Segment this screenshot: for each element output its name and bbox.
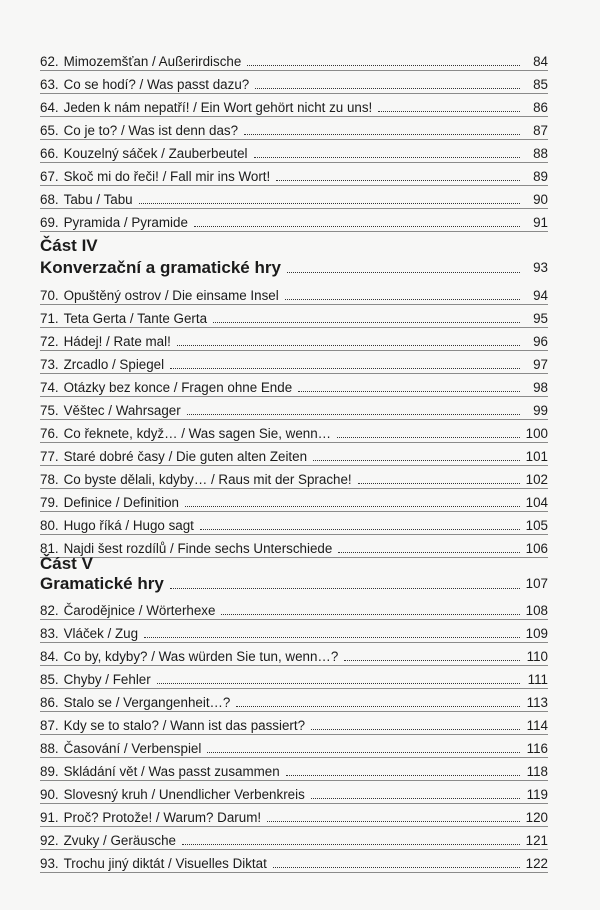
toc-entry-title: Co byste dělali, kdyby… / Raus mit der Sprache!: [63, 472, 352, 487]
part-v-title-row: [40, 574, 548, 594]
toc-entry: [40, 643, 548, 666]
toc-entry-number: 83.: [40, 626, 59, 641]
toc-entry-page: 104: [525, 495, 548, 510]
toc-entry-number: 70.: [40, 288, 59, 303]
toc-entry-page: 101: [525, 449, 548, 464]
toc-entry-page: 106: [525, 541, 548, 556]
toc-entry-number: 88.: [40, 741, 59, 756]
dot-leader: [313, 459, 520, 461]
toc-entry-number: 79.: [40, 495, 59, 510]
toc-entry: [40, 850, 548, 873]
toc-entry: [40, 94, 548, 117]
toc-entry-title: Hádej! / Rate mal!: [63, 334, 171, 349]
toc-entry-page: 87: [533, 123, 548, 138]
toc-entry-page: 121: [525, 833, 548, 848]
toc-entry-number: 85.: [40, 672, 59, 687]
toc-entry: [40, 374, 548, 397]
toc-entry-page: 122: [525, 856, 548, 871]
toc-entry: [40, 535, 548, 558]
toc-entry-page: 90: [533, 192, 548, 207]
toc-entry-page: 113: [526, 695, 548, 710]
toc-entry: [40, 666, 548, 689]
toc-entry-page: 110: [526, 649, 548, 664]
toc-entry: [40, 163, 548, 186]
dot-leader: [213, 321, 520, 323]
toc-entry-title: Proč? Protože! / Warum? Darum!: [63, 810, 262, 825]
toc-entry: [40, 305, 548, 328]
toc-entry-page: 96: [533, 334, 548, 349]
toc-entry-number: 81.: [40, 541, 59, 556]
toc-entry-number: 92.: [40, 833, 59, 848]
dot-leader: [338, 551, 519, 553]
part-iv-label: Část IV: [40, 236, 98, 255]
toc-entry-number: 62.: [40, 54, 59, 69]
toc-entry-title: Chyby / Fehler: [63, 672, 151, 687]
toc-entry-number: 68.: [40, 192, 59, 207]
toc-entry-title: Staré dobré časy / Die guten alten Zeiten: [63, 449, 308, 464]
toc-entry-title: Časování / Verbenspiel: [63, 741, 202, 756]
dot-leader: [311, 797, 520, 799]
dot-leader: [358, 482, 520, 484]
toc-entry: [40, 117, 548, 140]
toc-entry-title: Teta Gerta / Tante Gerta: [63, 311, 208, 326]
toc-entry-number: 72.: [40, 334, 59, 349]
toc-entry-title: Kdy se to stalo? / Wann ist das passiert?: [63, 718, 306, 733]
toc-entry-title: Mimozemšťan / Außerirdische: [63, 54, 242, 69]
toc-entry-title: Co je to? / Was ist denn das?: [63, 123, 239, 138]
toc-entry-page: 86: [533, 100, 548, 115]
toc-entry-title: Slovesný kruh / Unendlicher Verbenkreis: [63, 787, 305, 802]
toc-entry-page: 111: [527, 672, 548, 687]
dot-leader: [286, 774, 520, 776]
toc-entry: [40, 71, 548, 94]
toc-entry-title: Definice / Definition: [63, 495, 179, 510]
toc-entry-number: 74.: [40, 380, 59, 395]
toc-entry-page: 108: [525, 603, 548, 618]
toc-entry: [40, 712, 548, 735]
toc-entry-page: 100: [525, 426, 548, 441]
dot-leader: [255, 87, 520, 89]
dot-leader: [273, 866, 520, 868]
toc-entry-page: 109: [525, 626, 548, 641]
toc-list-part-v: [40, 597, 548, 873]
toc-entry-number: 90.: [40, 787, 59, 802]
toc-entry-title: Jeden k nám nepatří! / Ein Wort gehört nicht zu uns!: [63, 100, 373, 115]
toc-entry-page: 85: [533, 77, 548, 92]
toc-entry-title: Vláček / Zug: [63, 626, 139, 641]
toc-entry-number: 73.: [40, 357, 59, 372]
toc-entry: [40, 186, 548, 209]
toc-entry: [40, 282, 548, 305]
toc-entry-number: 87.: [40, 718, 59, 733]
toc-entry-number: 64.: [40, 100, 59, 115]
toc-entry-page: 94: [533, 288, 548, 303]
toc-entry-number: 93.: [40, 856, 59, 871]
toc-entry: [40, 689, 548, 712]
toc-entry: [40, 597, 548, 620]
toc-entry-page: 91: [533, 215, 548, 230]
dot-leader: [157, 682, 520, 684]
toc-entry-title: Tabu / Tabu: [63, 192, 133, 207]
toc-entry-page: 102: [525, 472, 548, 487]
toc-entry-title: Najdi šest rozdílů / Finde sechs Unterschiede: [63, 541, 333, 556]
part-v-label: Část V: [40, 554, 93, 573]
toc-entry-title: Co řeknete, když… / Was sagen Sie, wenn…: [63, 426, 332, 441]
toc-entry-page: 119: [526, 787, 548, 802]
toc-entry: [40, 489, 548, 512]
toc-entry: [40, 804, 548, 827]
toc-entry-title: Skoč mi do řeči! / Fall mir ins Wort!: [63, 169, 271, 184]
toc-entry-page: 118: [526, 764, 548, 779]
dot-leader: [236, 705, 520, 707]
dot-leader: [185, 505, 520, 507]
part-v-page: 107: [525, 576, 548, 591]
dot-leader: [170, 367, 520, 369]
dot-leader: [378, 110, 520, 112]
dot-leader: [221, 613, 519, 615]
toc-entry: [40, 827, 548, 850]
toc-list-top: [40, 48, 548, 232]
toc-entry: [40, 420, 548, 443]
toc-entry: [40, 758, 548, 781]
toc-entry: [40, 466, 548, 489]
dot-leader: [311, 728, 520, 730]
toc-entry: [40, 735, 548, 758]
toc-entry-title: Zrcadlo / Spiegel: [63, 357, 165, 372]
toc-entry-page: 89: [533, 169, 548, 184]
part-iv-page: 93: [533, 260, 548, 275]
toc-entry-number: 63.: [40, 77, 59, 92]
toc-entry-number: 76.: [40, 426, 59, 441]
part-iv-title: Konverzační a gramatické hry: [40, 258, 281, 277]
dot-leader: [194, 225, 520, 227]
toc-entry-title: Pyramida / Pyramide: [63, 215, 188, 230]
dot-leader: [276, 179, 520, 181]
toc-entry: [40, 140, 548, 163]
toc-entry: [40, 512, 548, 535]
toc-entry-page: 116: [526, 741, 548, 756]
toc-entry: [40, 209, 548, 232]
toc-entry-page: 99: [533, 403, 548, 418]
toc-entry: [40, 48, 548, 71]
toc-entry-title: Skládání vět / Was passt zusammen: [63, 764, 280, 779]
toc-entry-number: 78.: [40, 472, 59, 487]
part-v-title: Gramatické hry: [40, 574, 164, 593]
toc-entry-number: 71.: [40, 311, 59, 326]
toc-entry-page: 88: [533, 146, 548, 161]
dot-leader: [187, 413, 520, 415]
toc-entry-title: Co by, kdyby? / Was würden Sie tun, wenn…?: [63, 649, 339, 664]
toc-entry-number: 80.: [40, 518, 59, 533]
toc-entry-page: 120: [525, 810, 548, 825]
toc-entry-title: Věštec / Wahrsager: [63, 403, 181, 418]
toc-list-part-iv: [40, 282, 548, 558]
toc-entry-title: Čarodějnice / Wörterhexe: [63, 603, 216, 618]
toc-entry: [40, 781, 548, 804]
toc-entry-title: Co se hodí? / Was passt dazu?: [63, 77, 250, 92]
toc-entry-title: Stalo se / Vergangenheit…?: [63, 695, 231, 710]
toc-entry-number: 75.: [40, 403, 59, 418]
dot-leader: [244, 133, 520, 135]
dot-leader: [254, 156, 521, 158]
toc-entry: [40, 397, 548, 420]
toc-entry-page: 95: [533, 311, 548, 326]
toc-entry-title: Opuštěný ostrov / Die einsame Insel: [63, 288, 279, 303]
dot-leader: [177, 344, 520, 346]
dot-leader: [285, 298, 520, 300]
toc-entry-page: 84: [533, 54, 548, 69]
toc-entry-number: 89.: [40, 764, 59, 779]
toc-entry-page: 105: [525, 518, 548, 533]
toc-entry-title: Zvuky / Geräusche: [63, 833, 177, 848]
toc-entry-number: 66.: [40, 146, 59, 161]
toc-entry-number: 77.: [40, 449, 59, 464]
toc-entry: [40, 443, 548, 466]
toc-entry-page: 114: [526, 718, 548, 733]
dot-leader: [207, 751, 520, 753]
dot-leader: [298, 390, 520, 392]
dot-leader: [287, 271, 520, 273]
part-iv-title-row: [40, 258, 548, 278]
dot-leader: [344, 659, 520, 661]
toc-entry-number: 84.: [40, 649, 59, 664]
toc-entry-number: 65.: [40, 123, 59, 138]
dot-leader: [182, 843, 520, 845]
toc-entry: [40, 328, 548, 351]
toc-entry-number: 69.: [40, 215, 59, 230]
toc-entry-number: 91.: [40, 810, 59, 825]
toc-entry-page: 98: [533, 380, 548, 395]
toc-entry-title: Trochu jiný diktát / Visuelles Diktat: [63, 856, 267, 871]
toc-entry-number: 82.: [40, 603, 59, 618]
dot-leader: [247, 64, 520, 66]
dot-leader: [337, 436, 520, 438]
toc-entry-title: Kouzelný sáček / Zauberbeutel: [63, 146, 248, 161]
toc-entry-number: 67.: [40, 169, 59, 184]
toc-entry-title: Hugo říká / Hugo sagt: [63, 518, 194, 533]
toc-entry-title: Otázky bez konce / Fragen ohne Ende: [63, 380, 293, 395]
dot-leader: [170, 587, 520, 589]
toc-entry: [40, 351, 548, 374]
dot-leader: [144, 636, 520, 638]
toc-entry: [40, 620, 548, 643]
dot-leader: [139, 202, 520, 204]
toc-entry-number: 86.: [40, 695, 59, 710]
toc-entry-page: 97: [533, 357, 548, 372]
dot-leader: [267, 820, 520, 822]
dot-leader: [200, 528, 520, 530]
